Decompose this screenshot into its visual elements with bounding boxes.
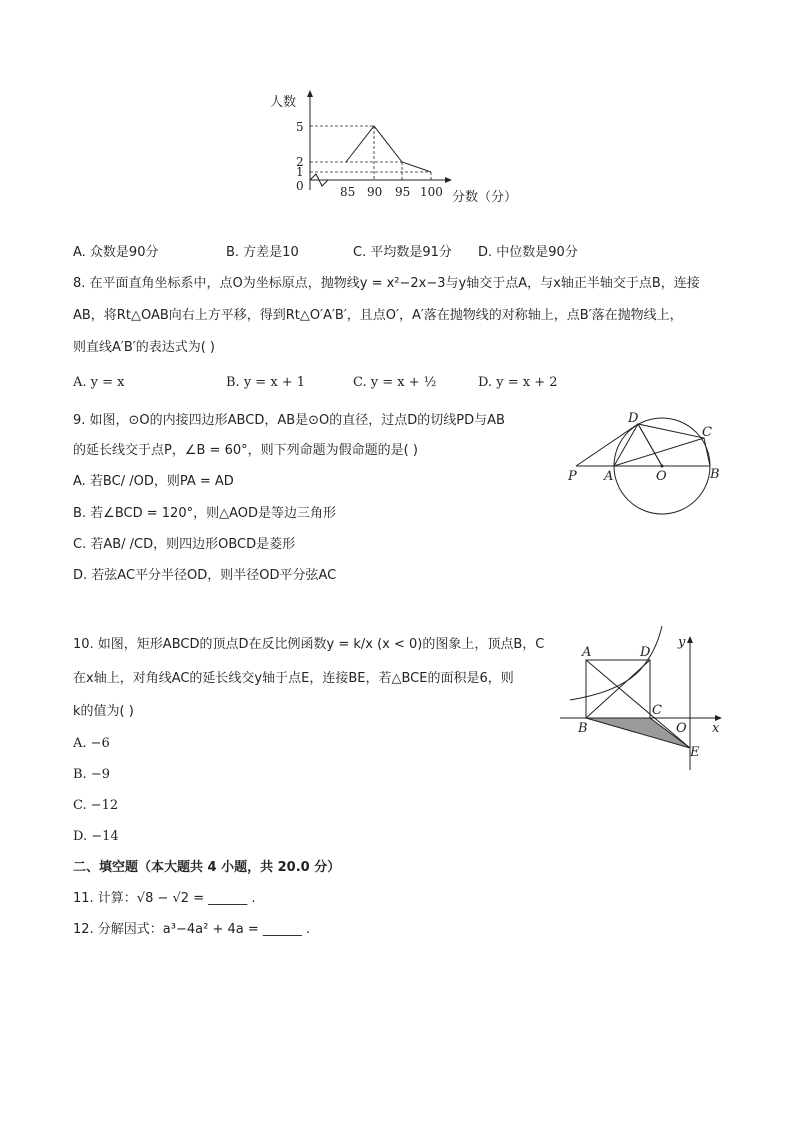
y-tick-5: 5 (296, 120, 304, 134)
x-axis-arrow (445, 177, 452, 183)
label-d: D (640, 645, 651, 660)
label-c: C (702, 425, 712, 440)
q10-option-a: A. −6 (73, 736, 110, 751)
label-e: E (690, 745, 700, 760)
triangle-bce (586, 718, 690, 748)
y-axis-arrow (307, 90, 313, 97)
x-tick-90: 90 (367, 185, 383, 199)
q7-option-c: C. 平均数是91分 (353, 245, 452, 260)
q7-option-a: A. 众数是90分 (73, 245, 159, 260)
score-frequency-graph (270, 88, 540, 210)
q8-line1: 8. 在平面直角坐标系中，点O为坐标原点，抛物线y = x²−2x−3与y轴交于点A，与x轴正半轴交于点B，连接 (73, 276, 700, 291)
q9-option-d: D. 若弦AC平分半径OD，则半径OD平分弦AC (73, 568, 337, 583)
q8-option-d: D. y = x + 2 (478, 375, 558, 390)
q9-option-b: B. 若∠BCD = 120°，则△AOD是等边三角形 (73, 506, 336, 521)
label-b: B (710, 467, 720, 482)
q10-line1: 10. 如图，矩形ABCD的顶点D在反比例函数y = k/x (x < 0)的图象上，顶点B，C (73, 637, 545, 652)
q8-option-c: C. y = x + ½ (353, 375, 437, 390)
label-p: P (568, 469, 577, 484)
label-c: C (652, 703, 662, 718)
q9-option-a: A. 若BC/ /OD，则PA = AD (73, 474, 234, 489)
q10-option-b: B. −9 (73, 767, 110, 782)
y-tick-1: 1 (296, 165, 304, 179)
q11: 11. 计算：√8 − √2 = ______ . (73, 891, 256, 906)
q10-option-c: C. −12 (73, 798, 119, 813)
q9-line1: 9. 如图，⊙O的内接四边形ABCD，AB是⊙O的直径，过点D的切线PD与AB (73, 413, 505, 428)
label-a: A (582, 645, 592, 660)
q9-option-c: C. 若AB/ /CD，则四边形OBCD是菱形 (73, 537, 296, 552)
q9-circle-figure (562, 408, 732, 518)
frequency-line (346, 126, 431, 172)
label-d: D (628, 411, 639, 426)
hyperbola-curve (570, 626, 662, 700)
q10-line2: 在x轴上，对角线AC的延长线交y轴于点E，连接BE，若△BCE的面积是6，则 (73, 671, 514, 686)
y-tick-0: 0 (296, 179, 304, 193)
q7-option-b: B. 方差是10 (226, 245, 299, 260)
x-tick-85: 85 (340, 185, 356, 199)
q7-option-d: D. 中位数是90分 (478, 245, 578, 260)
x-tick-95: 95 (395, 185, 411, 199)
q8-option-b: B. y = x + 1 (226, 375, 306, 390)
label-a: A (604, 469, 614, 484)
label-b: B (578, 721, 588, 736)
q8-option-a: A. y = x (73, 375, 125, 390)
x-tick-100: 100 (420, 185, 443, 199)
q8-line3: 则直线A′B′的表达式为( ) (73, 340, 215, 355)
q12: 12. 分解因式：a³−4a² + 4a = ______ . (73, 922, 311, 937)
q10-option-d: D. −14 (73, 829, 119, 844)
label-y: y (678, 635, 686, 650)
y-axis-label: 人数 (270, 95, 297, 110)
y-tick-2: 2 (296, 155, 304, 169)
section2-title: 二、填空题（本大题共 4 小题，共 20.0 分） (73, 860, 341, 875)
q10-rectangle-figure (560, 626, 730, 776)
label-o: O (656, 469, 667, 484)
label-o: O (676, 721, 687, 736)
q9-line2: 的延长线交于点P，∠B = 60°，则下列命题为假命题的是( ) (73, 443, 418, 458)
q10-line3: k的值为( ) (73, 704, 134, 719)
x-axis-label: 分数（分） (452, 190, 518, 205)
label-x: x (712, 721, 720, 736)
q8-line2: AB，将Rt△OAB向右上方平移，得到Rt△O′A′B′，且点O′，A′落在抛物线的对称轴上，点B′落在抛物线上， (73, 308, 683, 323)
